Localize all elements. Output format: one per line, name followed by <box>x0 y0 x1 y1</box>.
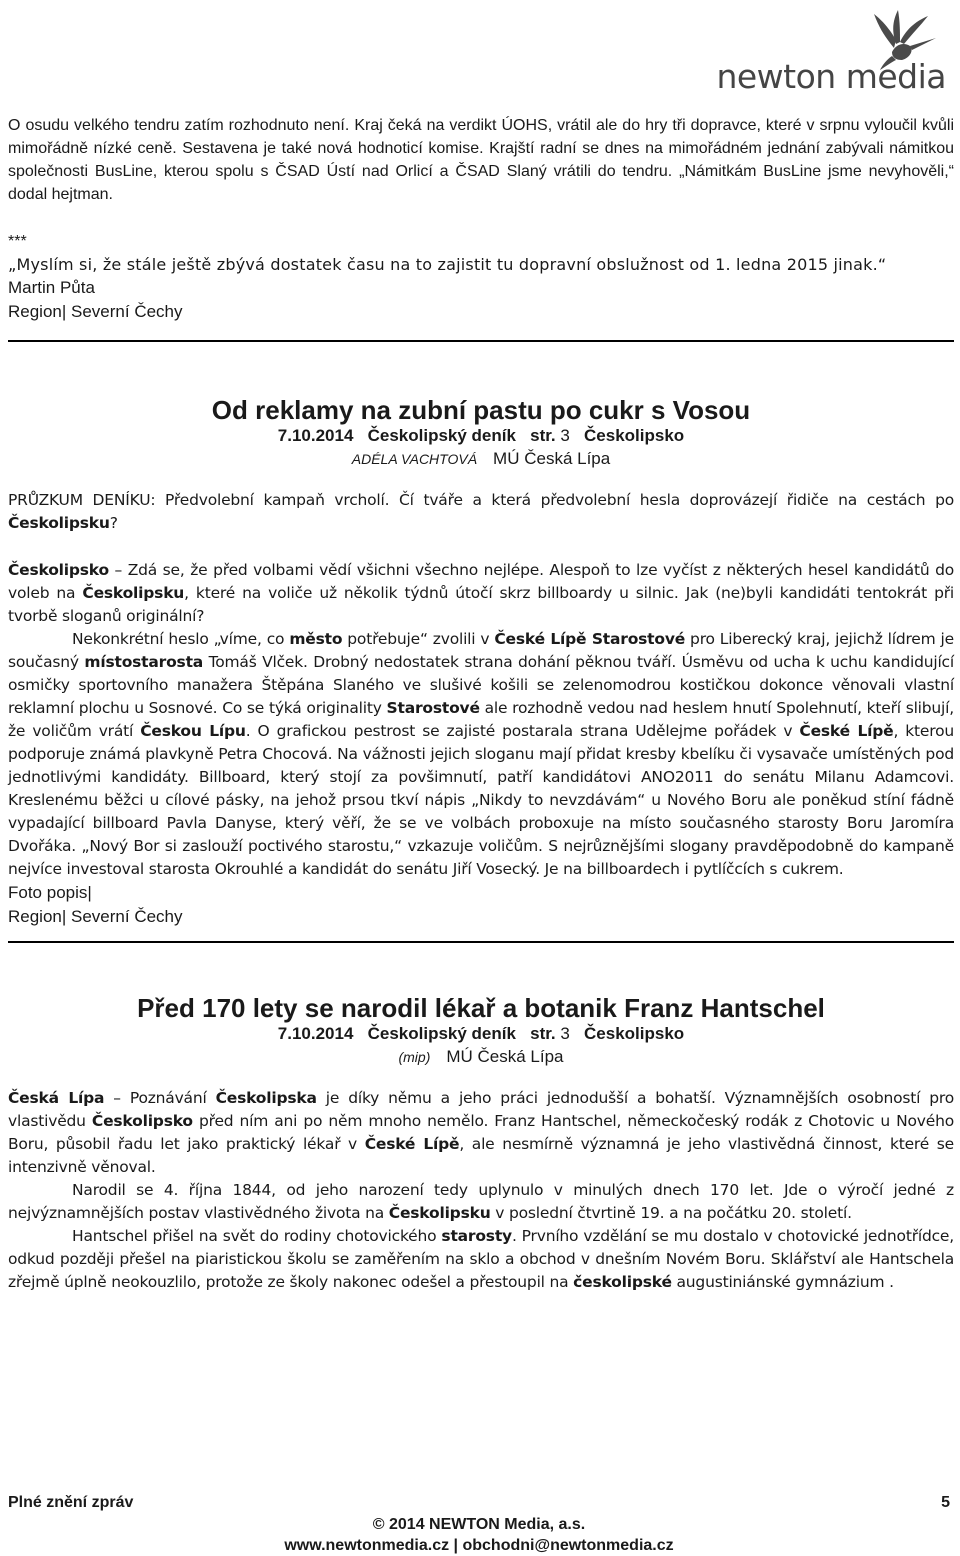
article1-source: Českolipský deník <box>367 426 516 445</box>
article1-region: Region| Severní Čechy <box>8 907 183 926</box>
article0-region: Region| Severní Čechy <box>8 302 183 321</box>
page-content <box>8 114 954 1294</box>
article1-paragraph-2: Nekonkrétní heslo „víme, co město potřebuje“ zvolili v České Lípě Starostové pro Liberecký kraj, jejichž lídrem je současný místostarosta Tomáš Vlček. Drobný nedostatek strana dohání pěknou tváří. Úsměvu od ucha k uchu kandidující osmičky sportovního manažera Štěpána Slaného ve slušivé košili se zelenomodrou kostičkou dokonce věnovali vlastní reklamní plochu u Sosnové. Co se týká originality Starostové ale rozhodně vedou nad heslem hnutí Spolehnutí, kteří slibují, že voličům vrátí Českou Lípu. O grafickou pestrost se zajisté postarala strana Udělejme pořádek v České Lípě, kterou podporuje známá plavkyně Petra Chocová. Na vážnosti jejich sloganu mají přidat kresby kbelíku či vysavače umístěných pod jednotlivými kandidáty. Billboard, který stojí za povšimnutí, patří kandidátovi ANO2011 do senátu Milanu Adamcovi. Kreslenému běžci u cílové pásky, na jehož prsou tkví nápis „Nikdy to nevzdávám“ u Nového Boru ale poněkud stíní fádně vypadající billboard Pavla Danyse, který věří, že se ve volbách proboxuje na místo současného starosty Boru Jaromíra Dvořáka. „Nový Bor si zaslouží poctivého starostu,“ vzkazuje voličům. S nejrůznějšími slogany pravděpodobně do kampaně nejvíce investoval starosta Okrouhlé a kandidát do senátu Jiří Vosecký. Je na billboardech i pytlíčcích s cukrem. <box>8 630 954 878</box>
article1-lead: PRŮZKUM DENÍKU: Předvolební kampaň vrcholí. Čí tváře a která předvolební hesla doprovázejí řidiče na cestách po Českolipsku? <box>8 491 954 532</box>
article1-author-org: MÚ Česká Lípa <box>493 449 611 468</box>
article2-author-org: MÚ Česká Lípa <box>446 1047 564 1066</box>
article1-author-line <box>8 447 954 471</box>
article2-author: (mip) <box>398 1049 431 1065</box>
article2-source-line <box>8 1023 954 1045</box>
article2-paragraph-1: Česká Lípa – Poznávání Českolipska je díky němu a jeho práci jednodušší a bohatší. Významnějších osobností pro vlastivědu Českolipsko před ním ani po něm mnoho nemělo. Franz Hantschel, německočeský rodák z Chotovic u Nového Boru, působil řadu let jako praktický lékař v České Lípě, ale nesmírně významná je jeho vlastivědná činnost, které se intenzivně věnoval. <box>8 1089 954 1176</box>
article2-paragraph-2: Narodil se 4. října 1844, od jeho narození tedy uplynulo v minulých dnech 170 let. Jde o výročí jedné z nejvýznamnějších postav vlastivědného života na Českolipsku v poslední čtvrtině 19. a na počátku 20. století. <box>8 1181 954 1222</box>
article2-author-line <box>8 1045 954 1069</box>
article1-photo-caption: Foto popis| <box>8 883 92 902</box>
article0-author: Martin Půta <box>8 278 95 297</box>
footer-label: Plné znění zpráv <box>8 1494 134 1511</box>
article1-source-line <box>8 425 954 447</box>
article1-author: ADÉLA VACHTOVÁ <box>351 451 478 467</box>
article1-date: 7.10.2014 <box>277 426 354 445</box>
article0-quote: „Myslím si, že stále ještě zbývá dostatek času na to zajistit tu dopravní obslužnost od 1. ledna 2015 jinak.“ <box>8 255 887 274</box>
article0-paragraph: O osudu velkého tendru zatím rozhodnuto není. Kraj čeká na verdikt ÚOHS, vrátil ale do hry tři dopravce, které v srpnu vyloučil kvůli mimořádně nízké ceně. Sestavena je také nová hodnoticí komise. Krajští radní se dnes na mimořádném jednání zabývali námitkou společnosti BusLine, kterou spolu s ČSAD Ústí nad Orlicí a ČSAD Slaný vrátili do tendru. „Námitkám BusLine jsme nevyhověli,“ dodal hejtman. <box>8 117 954 203</box>
article1-page-prefix: str. <box>530 426 556 445</box>
article2-headline: Před 170 lety se narodil lékař a botanik Franz Hantschel <box>137 993 825 1023</box>
logo-text: newton media <box>716 57 946 96</box>
footer-links[interactable]: www.newtonmedia.cz | obchodni@newtonmedia.cz <box>284 1537 674 1554</box>
article1-headline: Od reklamy na zubní pastu po cukr s Vosou <box>211 395 751 425</box>
article2-source: Českolipský deník <box>367 1024 516 1043</box>
article2-page-num: 3 <box>560 1024 570 1043</box>
separator: *** <box>8 233 27 250</box>
article2-page-prefix: str. <box>530 1024 556 1043</box>
article2-paragraph-3: Hantschel přišel na svět do rodiny chotovického starosty. Prvního vzdělání se mu dostalo v chotovické jednotřídce, odkud později přešel na piaristickou školu se zaměřením na sklo a obchod v dnešním Novém Boru. Sklářství ale Hantschela zřejmě úplně neokouzlilo, protože ze školy nakonec odešel a přestoupil na českolipské augustiniánské gymnázium . <box>8 1227 954 1291</box>
article2-section: Českolipsko <box>584 1024 685 1043</box>
article1-page-num: 3 <box>560 426 570 445</box>
article1-paragraph-1: Českolipsko – Zdá se, že před volbami vědí všichni všechno nejlépe. Alespoň to lze vyčíst z některých hesel kandidátů do voleb na Českolipsku, které na voliče už několik týdnů útočí skrz billboardy u silnic. Jak (ne)byli kandidáti tentokrát při tvorbě sloganů originální? <box>8 561 955 625</box>
page-number: 5 <box>941 1494 950 1511</box>
page-footer <box>8 1494 950 1556</box>
newton-media-logo <box>716 8 946 96</box>
footer-copyright: © 2014 NEWTON Media, a.s. <box>372 1516 586 1533</box>
article2-date: 7.10.2014 <box>277 1024 354 1043</box>
article1-section: Českolipsko <box>584 426 685 445</box>
